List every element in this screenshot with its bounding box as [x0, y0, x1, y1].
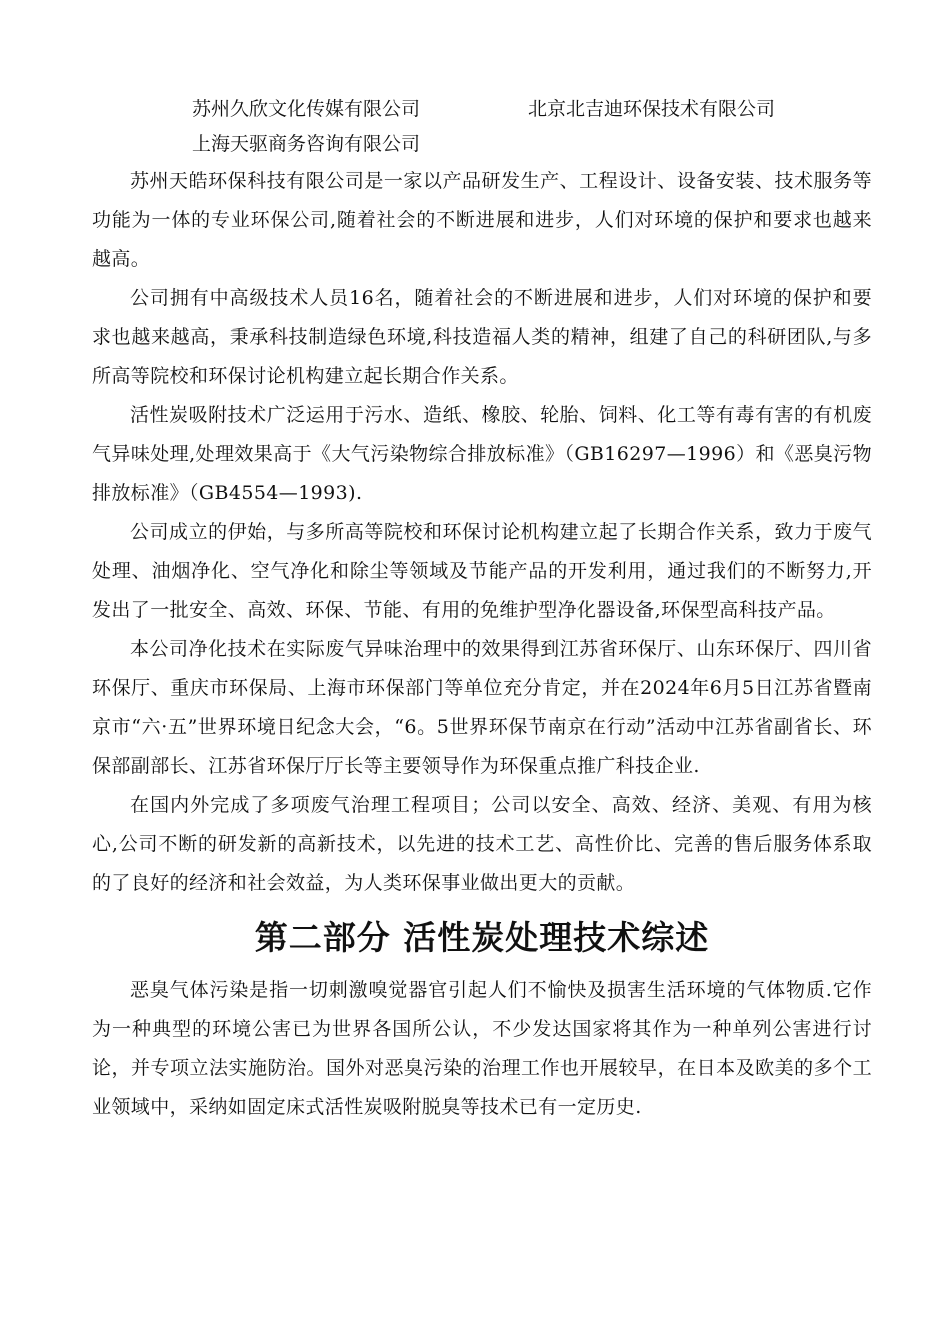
paragraph: 本公司净化技术在实际废气异味治理中的效果得到江苏省环保厅、山东环保厅、四川省环保厅、重庆市环保局、上海市环保部门等单位充分肯定，并在2024年6月5日江苏省暨南京市“六·五”世界环境日纪念大会，“6。5世界环保节南京在行动”活动中江苏省副省长、环保部副部长、江苏省环保厅厅长等主要领导作为环保重点推广科技企业.: [92, 638, 872, 777]
paragraph: 活性炭吸附技术广泛运用于污水、造纸、橡胶、轮胎、饲料、化工等有毒有害的有机废气异味处理,处理效果高于《大气污染物综合排放标准》（GB16297—1996）和《恶臭污物排放标准》（GB4554—1993).: [92, 404, 872, 504]
document-page: [92, 92, 872, 1127]
company-name: 苏州久欣文化传媒有限公司: [192, 98, 421, 120]
paragraph: 苏州天皓环保科技有限公司是一家以产品研发生产、工程设计、设备安装、技术服务等功能为一体的专业环保公司,随着社会的不断进展和进步，人们对环境的保护和要求也越来越高。: [92, 170, 872, 270]
paragraph: 公司拥有中高级技术人员16名，随着社会的不断进展和进步，人们对环境的保护和要求也越来越高，秉承科技制造绿色环境,科技造福人类的精神，组建了自己的科研团队,与多所高等院校和环保讨论机构建立起长期合作关系。: [92, 287, 872, 387]
paragraph: 公司成立的伊始，与多所高等院校和环保讨论机构建立起了长期合作关系，致力于废气处理、油烟净化、空气净化和除尘等领域及节能产品的开发利用，通过我们的不断努力,开发出了一批安全、高效、环保、节能、有用的免维护型净化器设备,环保型高科技产品。: [92, 521, 872, 621]
section-heading: 第二部分 活性炭处理技术综述: [254, 918, 710, 957]
paragraph: 在国内外完成了多项废气治理工程项目；公司以安全、高效、经济、美观、有用为核心,公司不断的研发新的高新技术，以先进的技术工艺、高性价比、完善的售后服务体系取的了良好的经济和社会效益，为人类环保事业做出更大的贡献。: [92, 794, 872, 894]
paragraph: 恶臭气体污染是指一切刺激嗅觉器官引起人们不愉快及损害生活环境的气体物质.它作为一种典型的环境公害已为世界各国所公认，不少发达国家将其作为一种单列公害进行讨论，并专项立法实施防治。国外对恶臭污染的治理工作也开展较早，在日本及欧美的多个工业领域中，采纳如固定床式活性炭吸附脱臭等技术已有一定历史.: [92, 979, 872, 1118]
company-list: [92, 92, 872, 162]
company-name: 北京北吉迪环保技术有限公司: [528, 98, 776, 120]
company-name: 上海天驱商务咨询有限公司: [192, 133, 421, 155]
